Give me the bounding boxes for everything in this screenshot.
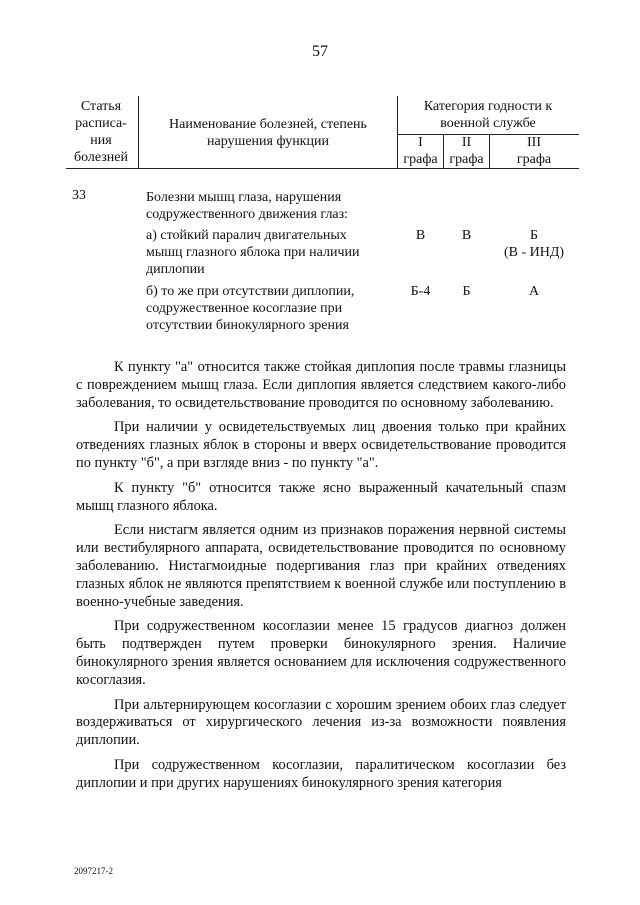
- row-a-category-2: В: [461, 228, 472, 243]
- header-column-1: I графа: [403, 135, 438, 167]
- header-divider: [489, 134, 490, 168]
- paragraph: Если нистагм является одним из признаков поражения нервной системы или вестибулярного аппарата, освидетельствование проводится по основному заболеванию. Нистагмоидные подергивания глаз при крайних отведениях глазных яблок не являются препятствием к военной службе или поступлению в военно-учебные заведения.: [76, 522, 566, 610]
- row-b-category-2: Б: [462, 284, 471, 299]
- article-title: Болезни мышц глаза, нарушения содружественного движения глаз:: [146, 190, 349, 222]
- header-divider: [138, 96, 139, 168]
- row-b-category-1: Б-4: [410, 284, 431, 299]
- header-divider: [443, 134, 444, 168]
- header-disease-name: Наименование болезней, степень нарушения функции: [169, 117, 367, 149]
- document-code: 2097217-2: [74, 866, 113, 876]
- paragraph: При содружественном косоглазии менее 15 градусов диагноз должен быть подтвержден путем проверки бинокулярного зрения. Наличие бинокулярного зрения является основанием для исключения содружественного косоглазия.: [76, 618, 566, 688]
- header-column-3: III графа: [516, 135, 552, 167]
- paragraph: К пункту "б" относится также ясно выраженный качательный спазм мышц глазного яблока.: [76, 479, 566, 514]
- header-article: Статья расписа- ния болезней: [73, 99, 129, 165]
- page-number: 57: [312, 43, 328, 60]
- row-a-category-1: В: [415, 228, 426, 243]
- row-a-category-3: Б (В - ИНД): [503, 228, 565, 260]
- row-b-category-3: А: [528, 284, 540, 299]
- table-row-b-text: б) то же при отсутствии диплопии, содружественное косоглазие при отсутствии бинокулярного зрения: [146, 284, 355, 333]
- paragraph: При альтернирующем косоглазии с хорошим зрением обоих глаз следует воздерживаться от хирургического лечения из-за возможности появления диплопии.: [76, 696, 566, 749]
- paragraph: К пункту "а" относится также стойкая диплопия после травмы глазницы с повреждением мышц глаза. Если диплопия является следствием какого-либо заболевания, то освидетельствование проводится по основному заболеванию.: [76, 359, 566, 411]
- header-column-2: II графа: [449, 135, 484, 167]
- paragraph: При содружественном косоглазии, паралитическом косоглазии без диплопии и при других нарушениях бинокулярного зрения категория: [76, 756, 566, 791]
- body-text: [76, 359, 566, 800]
- header-divider: [397, 96, 398, 168]
- table-row-a-text: а) стойкий паралич двигательных мышц глазного яблока при наличии диплопии: [146, 228, 360, 277]
- paragraph: При наличии у освидетельствуемых лиц двоения только при крайних отведениях глазных яблок в стороны и вверх освидетельствование проводится по пункту "б", а при взгляде вниз - по пункту "а".: [76, 419, 566, 471]
- header-category: Категория годности к военной службе: [423, 99, 553, 131]
- header-bottom-rule: [66, 168, 579, 169]
- article-number: 33: [72, 188, 86, 203]
- header-divider: [397, 134, 579, 135]
